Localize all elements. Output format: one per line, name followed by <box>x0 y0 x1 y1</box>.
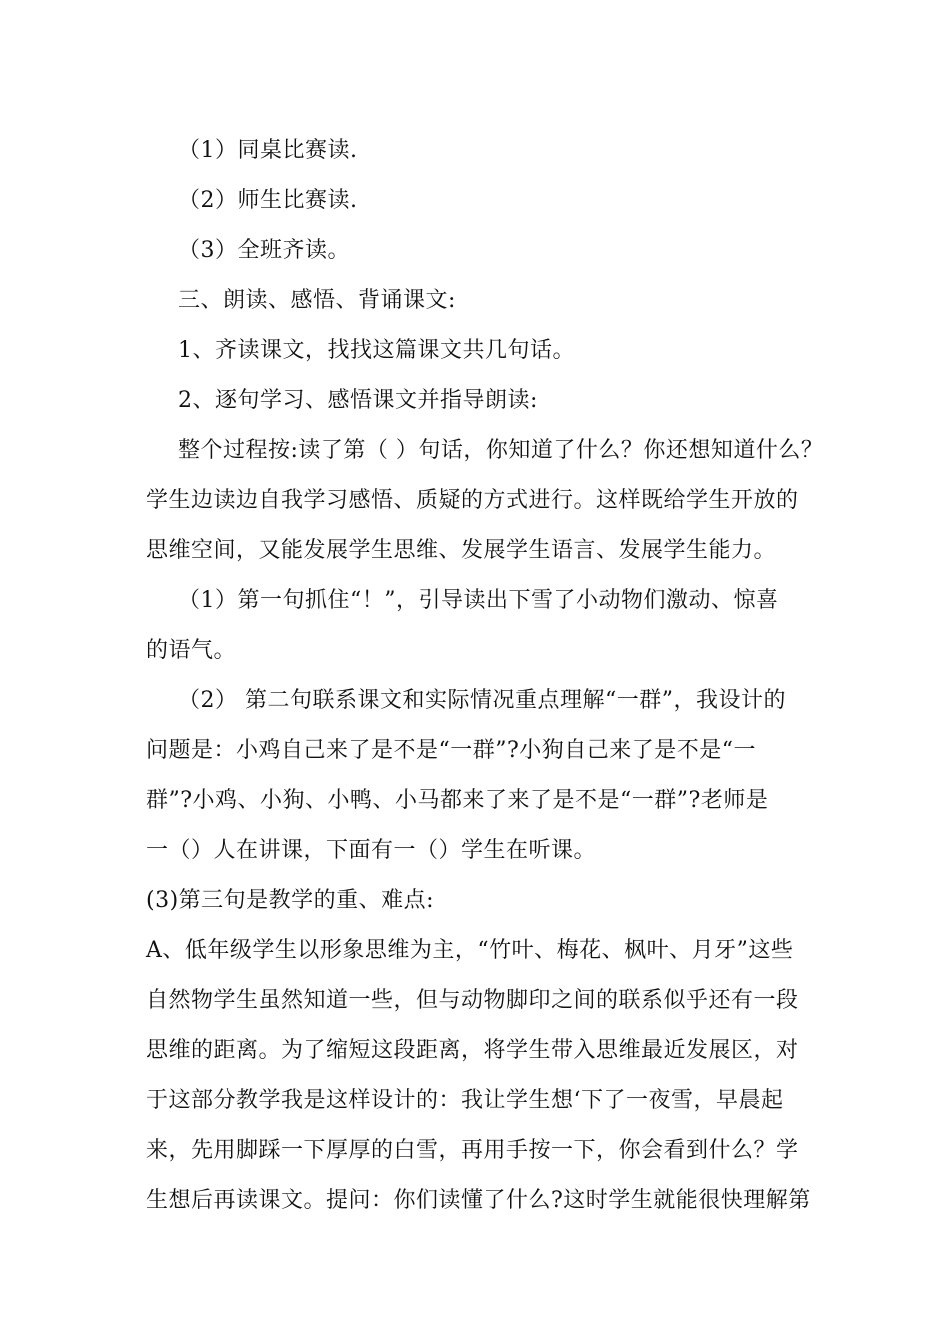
paragraph-line: 整个过程按:读了第（ ）句话，你知道了什么？你还想知道什么？ <box>178 438 824 463</box>
paragraph-line: （2） 第二句联系课文和实际情况重点理解“一群”，我设计的 <box>178 688 786 713</box>
paragraph-line: 思维空间，又能发展学生思维、发展学生语言、发展学生能力。 <box>146 538 777 563</box>
text-line: （1）同桌比赛读. <box>178 138 358 163</box>
paragraph-line: （1）第一句抓住“！”，引导读出下雪了小动物们激动、惊喜 <box>178 588 779 613</box>
paragraph-line: 一（）人在讲课，下面有一（）学生在听课。 <box>146 838 597 863</box>
paragraph-line: 的语气。 <box>146 638 237 663</box>
section-heading: 三、朗读、感悟、背诵课文: <box>178 288 456 313</box>
paragraph-line: 问题是：小鸡自己来了是不是“一群”?小狗自己来了是不是“一 <box>146 738 757 763</box>
paragraph-line: 生想后再读课文。提问：你们读懂了什么?这时学生就能很快理解第 <box>146 1188 811 1213</box>
paragraph-line: 于这部分教学我是这样设计的：我让学生想‘下了一夜雪，早晨起 <box>146 1088 784 1113</box>
text-line: （3）全班齐读。 <box>178 238 350 263</box>
text-line: 2、逐句学习、感悟课文并指导朗读: <box>178 388 538 413</box>
paragraph-line: 思维的距离。为了缩短这段距离，将学生带入思维最近发展区，对 <box>146 1038 799 1063</box>
paragraph-line: 群”?小鸡、小狗、小鸭、小马都来了来了是不是“一群”?老师是 <box>146 788 769 813</box>
paragraph-line: (3)第三句是教学的重、难点: <box>146 888 435 913</box>
paragraph-line: 学生边读边自我学习感悟、质疑的方式进行。这样既给学生开放的 <box>146 488 799 513</box>
text-line: （2）师生比赛读. <box>178 188 358 213</box>
text-line: 1、齐读课文，找找这篇课文共几句话。 <box>178 338 575 363</box>
paragraph-line: 来，先用脚踩一下厚厚的白雪，再用手按一下，你会看到什么？学 <box>146 1138 799 1163</box>
paragraph-line: A、低年级学生以形象思维为主，“竹叶、梅花、枫叶、月牙”这些 <box>146 938 794 963</box>
paragraph-line: 自然物学生虽然知道一些，但与动物脚印之间的联系似乎还有一段 <box>146 988 799 1013</box>
